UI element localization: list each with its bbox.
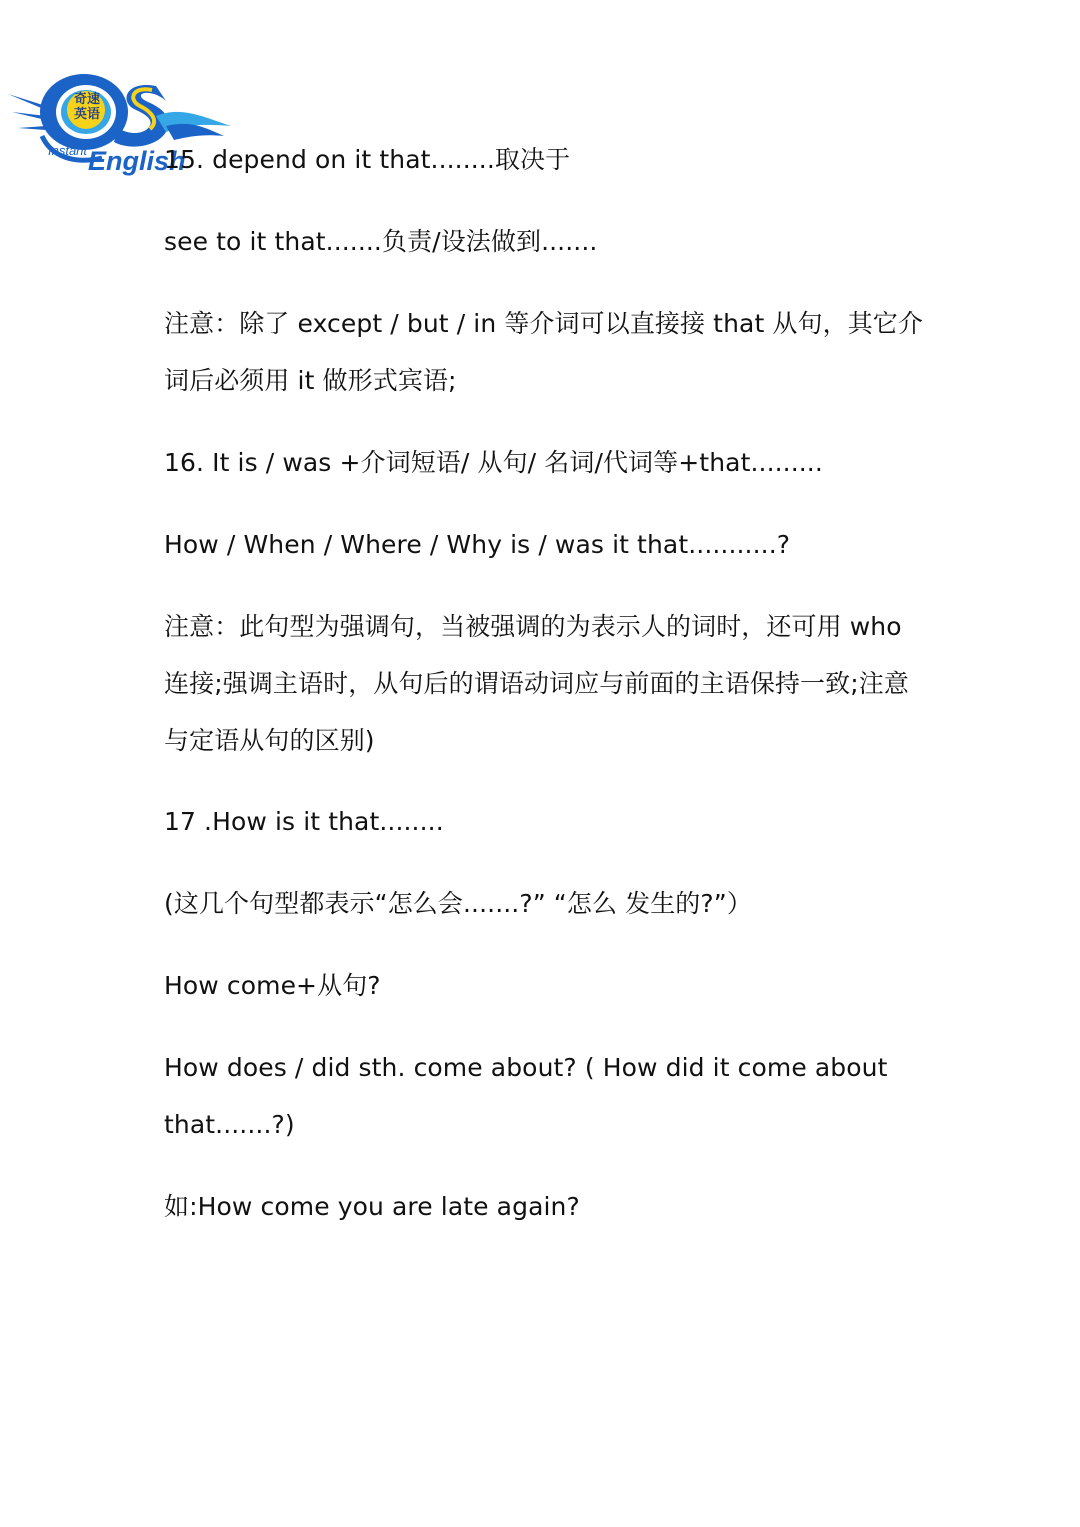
line-that-continuation: that.......?) [164,1110,295,1139]
line-15-depend-on: 15. depend on it that........取决于 [164,145,571,174]
logo-badge-line1: 奇速 [73,92,100,107]
note-emphatic-sentence-2: 连接;强调主语时，从句后的谓语动词应与前面的主语保持一致;注意 [164,669,909,698]
note-except-but-in: 注意：除了 except / but / in 等介词可以直接接 that 从句，其它介 [164,309,923,338]
line-example: 如:How come you are late again? [164,1192,580,1221]
line-16-it-is-was: 16. It is / was +介词短语/ 从句/ 名词/代词等+that......... [164,448,823,477]
logo-brand-english: English [88,146,186,176]
note-emphatic-sentence-1: 注意：此句型为强调句，当被强调的为表示人的词时，还可用 who [164,612,902,641]
note-emphatic-sentence-3: 与定语从句的区别) [164,726,375,755]
line-see-to-it: see to it that.......负责/设法做到....... [164,227,598,256]
logo-brand-instant: Instant [48,143,88,158]
line-meaning-how-come: (这几个句型都表示“怎么会.......?” “怎么 发生的?”） [164,889,752,918]
line-how-does-come-about: How does / did sth. come about? ( How did it come about [164,1053,888,1082]
logo-badge-line2: 英语 [73,107,100,122]
line-how-when-where-why: How / When / Where / Why is / was it that...........? [164,530,791,559]
line-17-how-is-it-that: 17 .How is it that........ [164,807,444,836]
note-formal-object: 词后必须用 it 做形式宾语; [164,366,457,395]
line-how-come-clause: How come+从句? [164,971,381,1000]
